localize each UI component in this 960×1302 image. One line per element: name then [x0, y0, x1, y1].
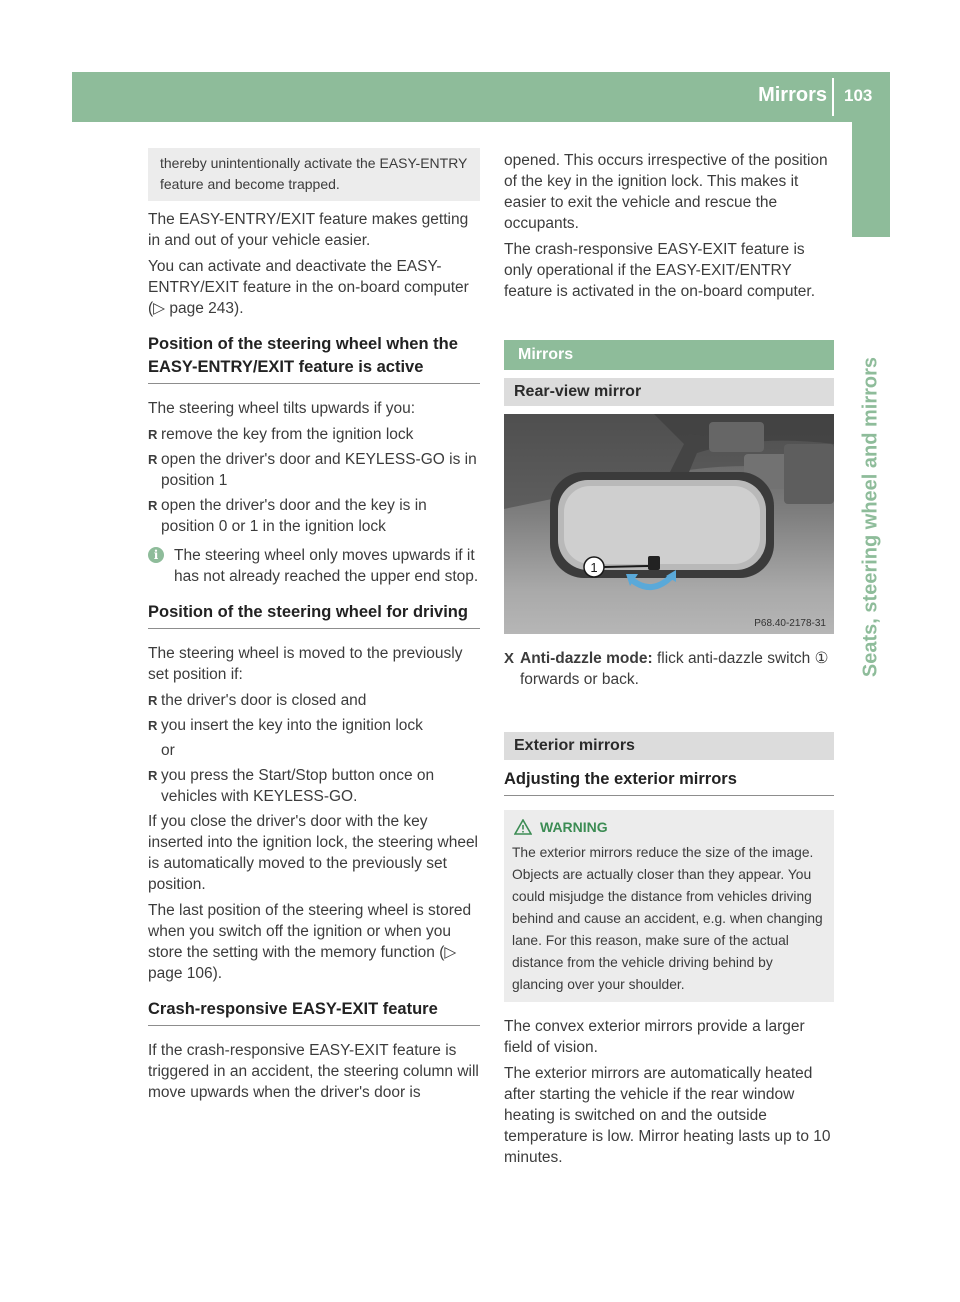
subsection-rear-view: Rear-view mirror	[504, 378, 834, 406]
continued-note: thereby unintentionally activate the EASY-ENTRY feature and become trapped.	[148, 148, 480, 201]
image-code: P68.40-2178-31	[754, 618, 826, 629]
paragraph: The last position of the steering wheel is stored when you switch off the ignition or when you store the setting with the memory function (▷ page 106).	[148, 902, 472, 982]
paragraph: The EASY-ENTRY/EXIT feature makes getting in and out of your vehicle easier.	[148, 211, 469, 249]
warning-box	[504, 810, 834, 1002]
page-number: 103	[844, 86, 873, 105]
list-item: R open the driver's door and KEYLESS-GO is in position 1	[148, 449, 480, 491]
page-title: Mirrors	[758, 84, 827, 106]
paragraph: The steering wheel is moved to the previously set position if:	[148, 645, 463, 683]
info-note	[148, 545, 480, 587]
heading-adjust: Adjusting the exterior mirrors	[504, 768, 834, 796]
list-item: R you press the Start/Stop button once on vehicles with KEYLESS-GO.	[148, 765, 480, 807]
heading-crash: Crash-responsive EASY-EXIT feature	[148, 998, 480, 1026]
callout-number: 1	[590, 560, 598, 575]
section-mirrors: Mirrors	[504, 340, 834, 370]
paragraph: If the crash-responsive EASY-EXIT feature is triggered in an accident, the steering column will move upwards when the driver's door is	[148, 1042, 479, 1101]
warning-header	[512, 816, 826, 838]
heading-driving: Position of the steering wheel for driving	[148, 601, 480, 629]
warning-text: The exterior mirrors reduce the size of the image. Objects are actually closer than they appear. You could misjudge the distance from vehicles driving behind and cause an accident, e.g. when changing lane. For this reason, make sure of the actual distance from the vehicle driving behind by glancing over your shoulder.	[512, 845, 823, 992]
list-item: R you insert the key into the ignition lock	[148, 715, 480, 736]
rear-view-mirror-image	[504, 414, 834, 634]
info-icon: i	[148, 547, 164, 563]
step-marker-icon: X	[504, 650, 515, 667]
step-text: flick anti-dazzle switch ① forwards or back.	[520, 650, 829, 688]
paragraph: If you close the driver's door with the key inserted into the ignition lock, the steering wheel is automatically moved to the previously set position.	[148, 813, 479, 893]
header-divider	[832, 78, 834, 116]
step-label: Anti-dazzle mode:	[520, 650, 653, 667]
paragraph: opened. This occurs irrespective of the position of the key in the ignition lock. This makes it easier to exit the vehicle and rescue the occupants.	[504, 152, 828, 232]
paragraph: The crash-responsive EASY-EXIT feature is only operational if the EASY-EXIT/ENTRY feature is activated in the on-board computer.	[504, 241, 816, 300]
paragraph: The convex exterior mirrors provide a larger field of vision.	[504, 1018, 805, 1056]
subsection-exterior: Exterior mirrors	[504, 732, 834, 760]
warning-triangle-icon	[514, 819, 532, 835]
paragraph: You can activate and deactivate the EASY-ENTRY/EXIT feature in the on-board computer (▷ page 243).	[148, 258, 469, 317]
list-item: R open the driver's door and the key is in position 0 or 1 in the ignition lock	[148, 495, 480, 537]
paragraph: The exterior mirrors are automatically heated after starting the vehicle if the rear window heating is switched on and the outside temperature is low. Mirror heating lasts up to 10 minutes.	[504, 1065, 831, 1166]
left-column	[148, 150, 480, 1108]
heading-active: Position of the steering wheel when the EASY-ENTRY/EXIT feature is active	[148, 333, 480, 384]
list-or: or	[161, 742, 175, 759]
warning-title: WARNING	[540, 819, 608, 835]
chapter-tab	[852, 122, 890, 237]
paragraph: The steering wheel tilts upwards if you:	[148, 400, 416, 417]
right-column	[504, 150, 834, 1173]
list-item: R remove the key from the ignition lock	[148, 424, 480, 445]
chapter-label: Seats, steering wheel and mirrors	[859, 356, 882, 678]
info-note-text: The steering wheel only moves upwards if it has not already reached the upper end stop.	[174, 547, 479, 585]
list-item: R the driver's door is closed and	[148, 690, 480, 711]
instruction-step	[504, 648, 834, 690]
mirror-illustration	[504, 414, 834, 634]
